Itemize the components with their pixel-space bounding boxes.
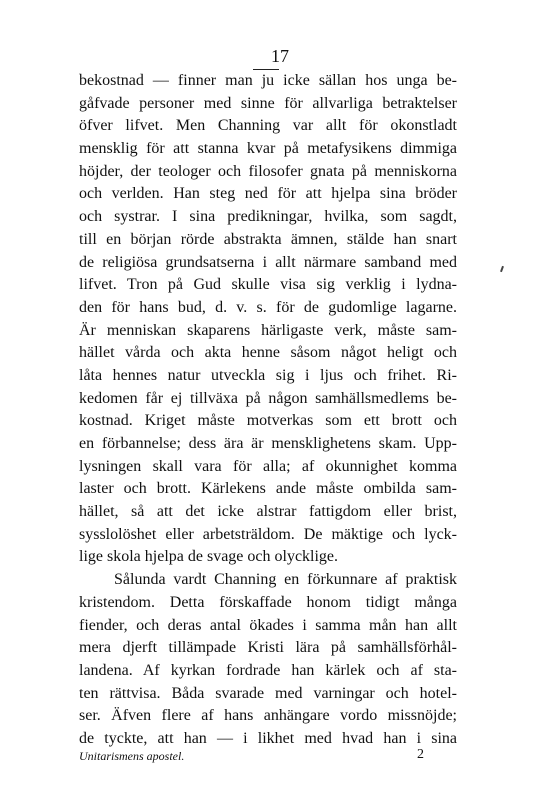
text-line: en förbannelse; dess ära är mensklighetens skam. Upp-	[79, 435, 457, 453]
text-line: lifvet. Tron på Gud skulle visa sig verklig i lydna-	[79, 276, 457, 294]
text-line: mensklig för att stanna kvar på metafysikens dimmiga	[79, 140, 457, 158]
margin-mark	[500, 266, 504, 272]
text-line: gåfvade personer med sinne för allvarliga betraktelser	[79, 94, 457, 112]
text-line: låta hennes natur utveckla sig i ljus och frihet. Ri-	[79, 366, 457, 384]
text-line: den för hans bud, d. v. s. för de gudomlige lagarne.	[79, 298, 457, 316]
text-line: de religiösa grundsatserna i allt närmare samband med	[79, 253, 457, 271]
text-line: landena. Af kyrkan fordrade han kärlek och af sta-	[79, 661, 457, 679]
text-line: ser. Äfven flere af hans anhängare vordo missnöjde;	[79, 707, 457, 725]
text-line: höjder, der teologer och filosofer gnata på menniskorna	[79, 162, 457, 180]
text-line: sysslolöshet eller arbetsträldom. De mäktige och lyck-	[79, 525, 457, 543]
running-footer-title: Unitarismens apostel.	[79, 749, 185, 763]
page-number: 17	[271, 46, 289, 66]
text-line: mera djerft tillämpade Kristi lära på samhällsförhål-	[79, 639, 457, 657]
text-line: och systrar. I sina predikningar, hvilka, som sagdt,	[79, 208, 457, 226]
text-line: bekostnad — finner man ju icke sällan hos unga be-	[79, 72, 457, 89]
text-line: till en början rörde abstrakta ämnen, stälde han snart	[79, 230, 457, 248]
text-line: fiender, och deras antal ökades i samma mån han allt	[79, 616, 457, 634]
text-line: Sålunda vardt Channing en förkunnare af praktisk	[114, 571, 457, 589]
text-line: lige skola hjelpa de svage och olycklige.	[79, 548, 339, 566]
text-line: laster och brott. Kärlekens ande måste ombilda sam-	[79, 480, 457, 498]
text-line: ten rättvisa. Båda svarade med varningar och hotel-	[79, 684, 457, 702]
text-line: Är menniskan skaparens härligaste verk, måste sam-	[79, 321, 457, 339]
text-line: och verlden. Han steg ned för att hjelpa sina bröder	[79, 185, 457, 203]
text-line: hället vårda och akta henne såsom något heligt och	[79, 344, 457, 362]
text-line: kedomen får ej tillväxa på någon samhällsmedlems be-	[79, 389, 457, 407]
text-line: kristendom. Detta förskaffade honom tidigt många	[79, 593, 457, 611]
text-line: de tyckte, att han — i likhet med hvad han i sina	[79, 730, 457, 747]
signature-mark: 2	[417, 747, 424, 762]
text-line: öfver lifvet. Men Channing var allt för okonstladt	[79, 117, 457, 135]
text-line: hället, så att det icke alstrar fattigdom eller brist,	[79, 503, 457, 521]
text-line: kostnad. Kriget måste motverkas som ett brott och	[79, 412, 457, 430]
text-line: lysningen skall vara för alla; af okunnighet komma	[79, 457, 457, 475]
